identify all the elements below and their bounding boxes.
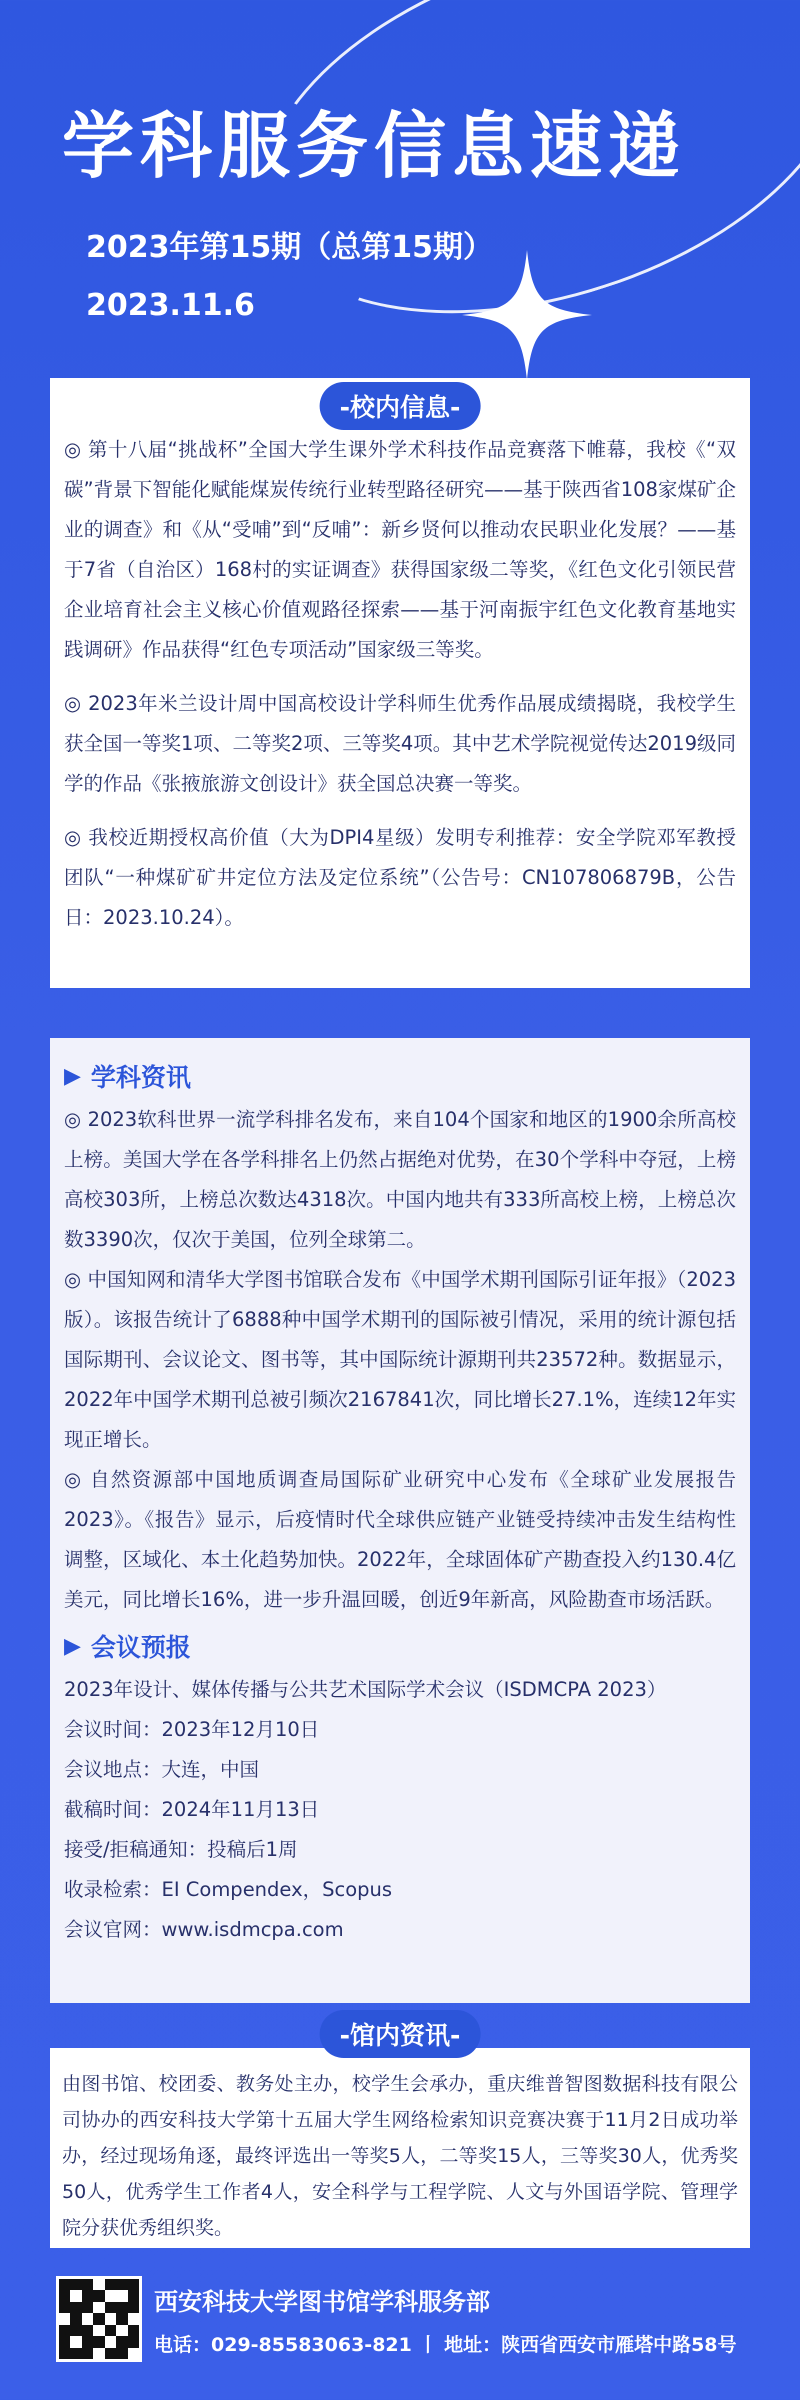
campus-news-item: ◎ 我校近期授权高价值（大为DPI4星级）发明专利推荐：安全学院邓军教授团队“一种煤矿矿井定位方法及定位系统”（公告号：CN107806879B，公告日：2023.10.24）。 <box>64 826 736 929</box>
discipline-news-heading <box>64 1058 736 1094</box>
conference-notification: 接受/拒稿通知：投稿后1周 <box>64 1838 298 1861</box>
conference-website: 会议官网：www.isdmcpa.com <box>64 1918 344 1941</box>
discipline-news-item: ◎ 自然资源部中国地质调查局国际矿业研究中心发布《全球矿业发展报告2023》。《报告》显示，后疫情时代全球供应链产业链受持续冲击发生结构性调整，区域化、本土化趋势加快。2022年，全球固体矿产勘查投入约130.4亿美元，同比增长16%，进一步升温回暖，创近9年新高，风险勘查市场活跃。 <box>64 1468 736 1611</box>
section-label-library-news: -馆内资讯- <box>320 2010 481 2058</box>
triangle-bullet-icon: ▶ <box>64 1633 81 1659</box>
campus-news-item: ◎ 2023年米兰设计周中国高校设计学科师生优秀作品展成绩揭晓，我校学生获全国一等奖1项、二等奖2项、三等奖4项。其中艺术学院视觉传达2019级同学的作品《张掖旅游文创设计》获全国总决赛一等奖。 <box>64 692 736 795</box>
qr-code-icon <box>56 2276 142 2362</box>
conference-deadline: 截稿时间：2024年11月13日 <box>64 1798 320 1821</box>
section-label-campus-news: -校内信息- <box>320 382 481 430</box>
discipline-news-item: ◎ 2023软科世界一流学科排名发布，来自104个国家和地区的1900余所高校上榜。美国大学在各学科排名上仍然占据绝对优势，在30个学科中夺冠，上榜高校303所，上榜总次数达4318次。中国内地共有333所高校上榜，上榜总次数3390次，仅次于美国，位列全球第二。 <box>64 1108 736 1251</box>
conference-heading <box>64 1628 736 1664</box>
page-title: 学科服务信息速递 <box>62 104 687 188</box>
conference-name: 2023年设计、媒体传播与公共艺术国际学术会议（ISDMCPA 2023） <box>64 1678 667 1701</box>
conference-indexing: 收录检索：EI Compendex，Scopus <box>64 1878 393 1901</box>
campus-news-item: ◎ 第十八届“挑战杯”全国大学生课外学术科技作品竞赛落下帷幕，我校《“双碳”背景下智能化赋能煤炭传统行业转型路径研究——基于陕西省108家煤矿企业的调查》和《从“受哺”到“反哺”：新乡贤何以推动农民职业化发展？——基于7省（自治区）168村的实证调查》获得国家级二等奖，《红色文化引领民营企业培育社会主义核心价值观路径探索——基于河南振宇红色文化教育基地实践调研》作品获得“红色专项活动”国家级三等奖。 <box>64 438 736 661</box>
discipline-news-panel <box>50 1038 750 2003</box>
conference-date: 会议时间：2023年12月10日 <box>64 1718 320 1741</box>
sparkle-star-icon <box>462 250 592 380</box>
conference-title: 会议预报 <box>90 1633 191 1662</box>
issue-date: 2023.11.6 <box>86 288 255 323</box>
issue-number: 2023年第15期（总第15期） <box>86 230 493 265</box>
footer-org-name: 西安科技大学图书馆学科服务部 <box>154 2288 490 2316</box>
discipline-news-item: ◎ 中国知网和清华大学图书馆联合发布《中国学术期刊国际引证年报》（2023版）。该报告统计了6888种中国学术期刊的国际被引情况，采用的统计源包括国际期刊、会议论文、图书等，其中国际统计源期刊共23572种。数据显示，2022年中国学术期刊总被引频次2167841次，同比增长27.1%，连续12年实现正增长。 <box>64 1268 736 1451</box>
footer-contact-info: 电话：029-85583063-821 丨 地址：陕西省西安市雁塔中路58号 <box>154 2334 737 2356</box>
triangle-bullet-icon: ▶ <box>64 1063 81 1089</box>
conference-location: 会议地点：大连，中国 <box>64 1758 260 1781</box>
campus-news-panel <box>50 378 750 988</box>
library-news-panel <box>50 2048 750 2248</box>
library-news-text: 由图书馆、校团委、教务处主办，校学生会承办，重庆维普智图数据科技有限公司协办的西安科技大学第十五届大学生网络检索知识竞赛决赛于11月2日成功举办，经过现场角逐，最终评选出一等奖5人，二等奖15人，三等奖30人，优秀奖50人，优秀学生工作者4人，安全科学与工程学院、人文与外国语学院、管理学院分获优秀组织奖。 <box>62 2073 738 2239</box>
discipline-news-title: 学科资讯 <box>90 1063 191 1092</box>
footer <box>56 2276 756 2366</box>
